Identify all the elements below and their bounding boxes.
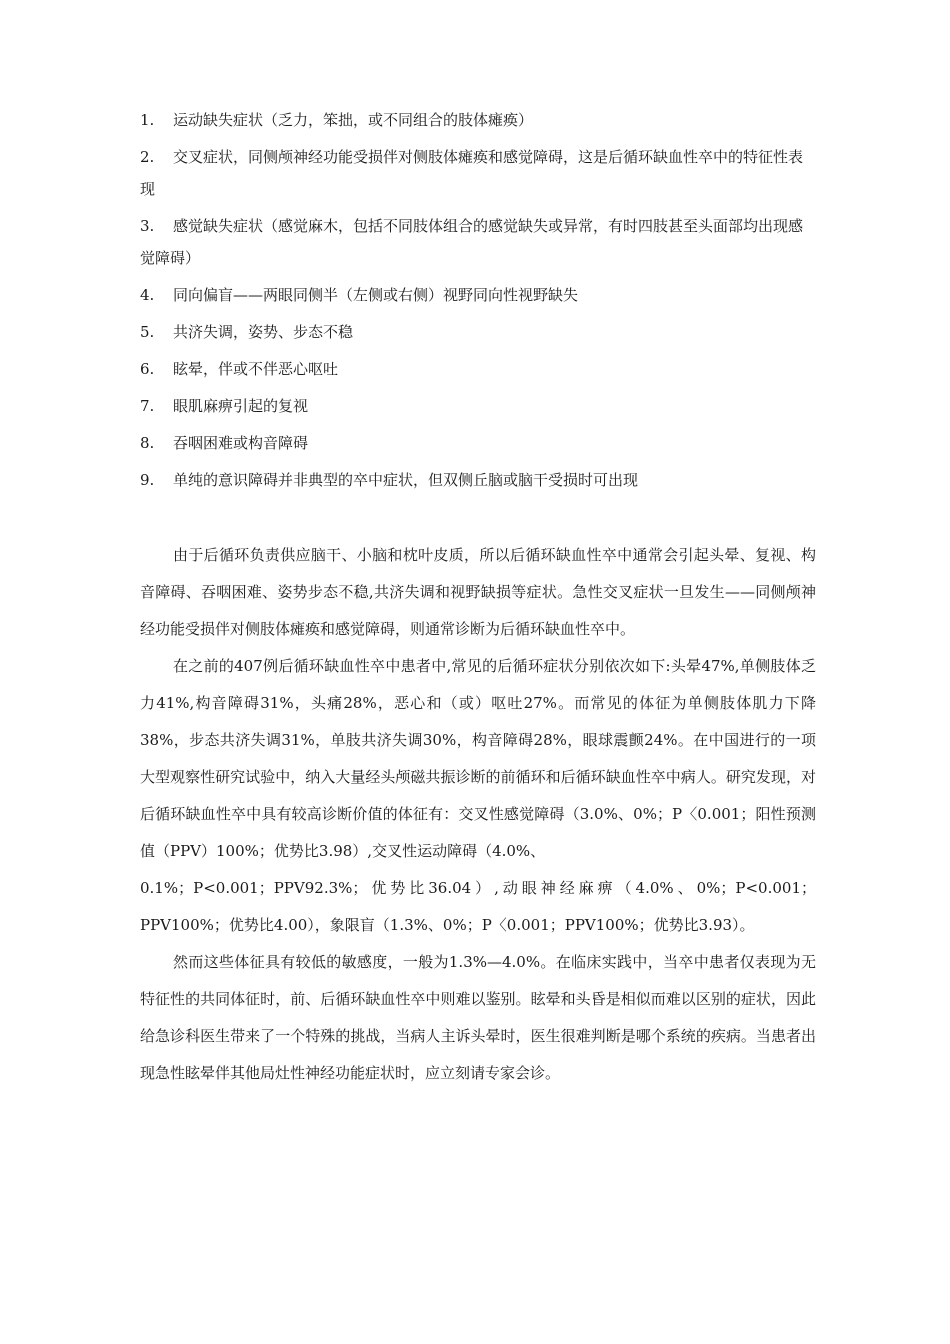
- paragraph-clinical-challenge: 然而这些体征具有较低的敏感度，一般为1.3%—4.0%。在临床实践中，当卒中患者仅表现为无特征性的共同体征时，前、后循环缺血性卒中则难以鉴别。眩晕和头昏是相似而难以区别的症状，因此给急诊科医生带来了一个特殊的挑战，当病人主诉头晕时，医生很难判断是哪个系统的疾病。当患者出现急性眩晕伴其他局灶性神经功能症状时，应立刻请专家会诊。: [140, 953, 816, 1082]
- list-text: 眼肌麻痹引起的复视: [173, 397, 309, 415]
- list-text: 吞咽困难或构音障碍: [173, 434, 309, 452]
- list-text: 共济失调，姿势、步态不稳: [173, 323, 354, 341]
- list-text: 感觉缺失症状（感觉麻木，包括不同肢体组合的感觉缺失或异常，有时四肢甚至头面部均出现感觉障碍）: [140, 217, 804, 267]
- list-item: [140, 353, 816, 385]
- document-page: [140, 104, 816, 1092]
- list-number: 8.: [140, 434, 155, 452]
- list-number: 6.: [140, 360, 155, 378]
- list-number: 2.: [140, 148, 155, 166]
- paragraph-symptom-statistics: 在之前的407例后循环缺血性卒中患者中,常见的后循环症状分别依次如下:头晕47%,单侧肢体乏力41%,构音障碍31%，头痛28%，恶心和（或）呕吐27%。而常见的体征为单侧肢体肌力下降38%，步态共济失调31%，单肢共济失调30%，构音障碍28%，眼球震颤24%。在中国进行的一项大型观察性研究试验中，纳入大量经头颅磁共振诊断的前循环和后循环缺血性卒中病人。研究发现，对后循环缺血性卒中具有较高诊断价值的体征有：交叉性感觉障碍（3.0%、0%；P〈0.001；阳性预测值（PPV）100%；优势比3.98）,交叉性运动障碍（4.0%、: [140, 657, 816, 860]
- list-number: 4.: [140, 286, 155, 304]
- paragraph-symptom-statistics-continued: 0.1%；P<0.001；PPV92.3%；优势比36.04）,动眼神经麻痹（4.0%、0%；P<0.001；PPV100%；优势比4.00），象限盲（1.3%、0%；P〈0.001；PPV100%；优势比3.93）。: [140, 879, 816, 934]
- section-spacer: [140, 501, 816, 537]
- list-item: [140, 279, 816, 311]
- list-item: [140, 141, 816, 205]
- list-item: [140, 210, 816, 274]
- list-number: 9.: [140, 471, 155, 489]
- list-text: 单纯的意识障碍并非典型的卒中症状，但双侧丘脑或脑干受损时可出现: [173, 471, 639, 489]
- list-text: 运动缺失症状（乏力，笨拙，或不同组合的肢体瘫痪）: [173, 111, 534, 129]
- list-number: 1.: [140, 111, 155, 129]
- list-item: [140, 316, 816, 348]
- symptom-list: [140, 104, 816, 496]
- list-item: [140, 464, 816, 496]
- list-item: [140, 390, 816, 422]
- list-text: 交叉症状，同侧颅神经功能受损伴对侧肢体瘫痪和感觉障碍，这是后循环缺血性卒中的特征性表现: [140, 148, 804, 198]
- list-item: [140, 427, 816, 459]
- list-text: 同向偏盲——两眼同侧半（左侧或右侧）视野同向性视野缺失: [173, 286, 579, 304]
- paragraph-posterior-circulation-overview: 由于后循环负责供应脑干、小脑和枕叶皮质，所以后循环缺血性卒中通常会引起头晕、复视、构音障碍、吞咽困难、姿势步态不稳,共济失调和视野缺损等症状。急性交叉症状一旦发生——同侧颅神经功能受损伴对侧肢体瘫痪和感觉障碍，则通常诊断为后循环缺血性卒中。: [140, 546, 816, 638]
- list-item: [140, 104, 816, 136]
- list-text: 眩晕，伴或不伴恶心呕吐: [173, 360, 339, 378]
- list-number: 3.: [140, 217, 155, 235]
- list-number: 5.: [140, 323, 155, 341]
- list-number: 7.: [140, 397, 155, 415]
